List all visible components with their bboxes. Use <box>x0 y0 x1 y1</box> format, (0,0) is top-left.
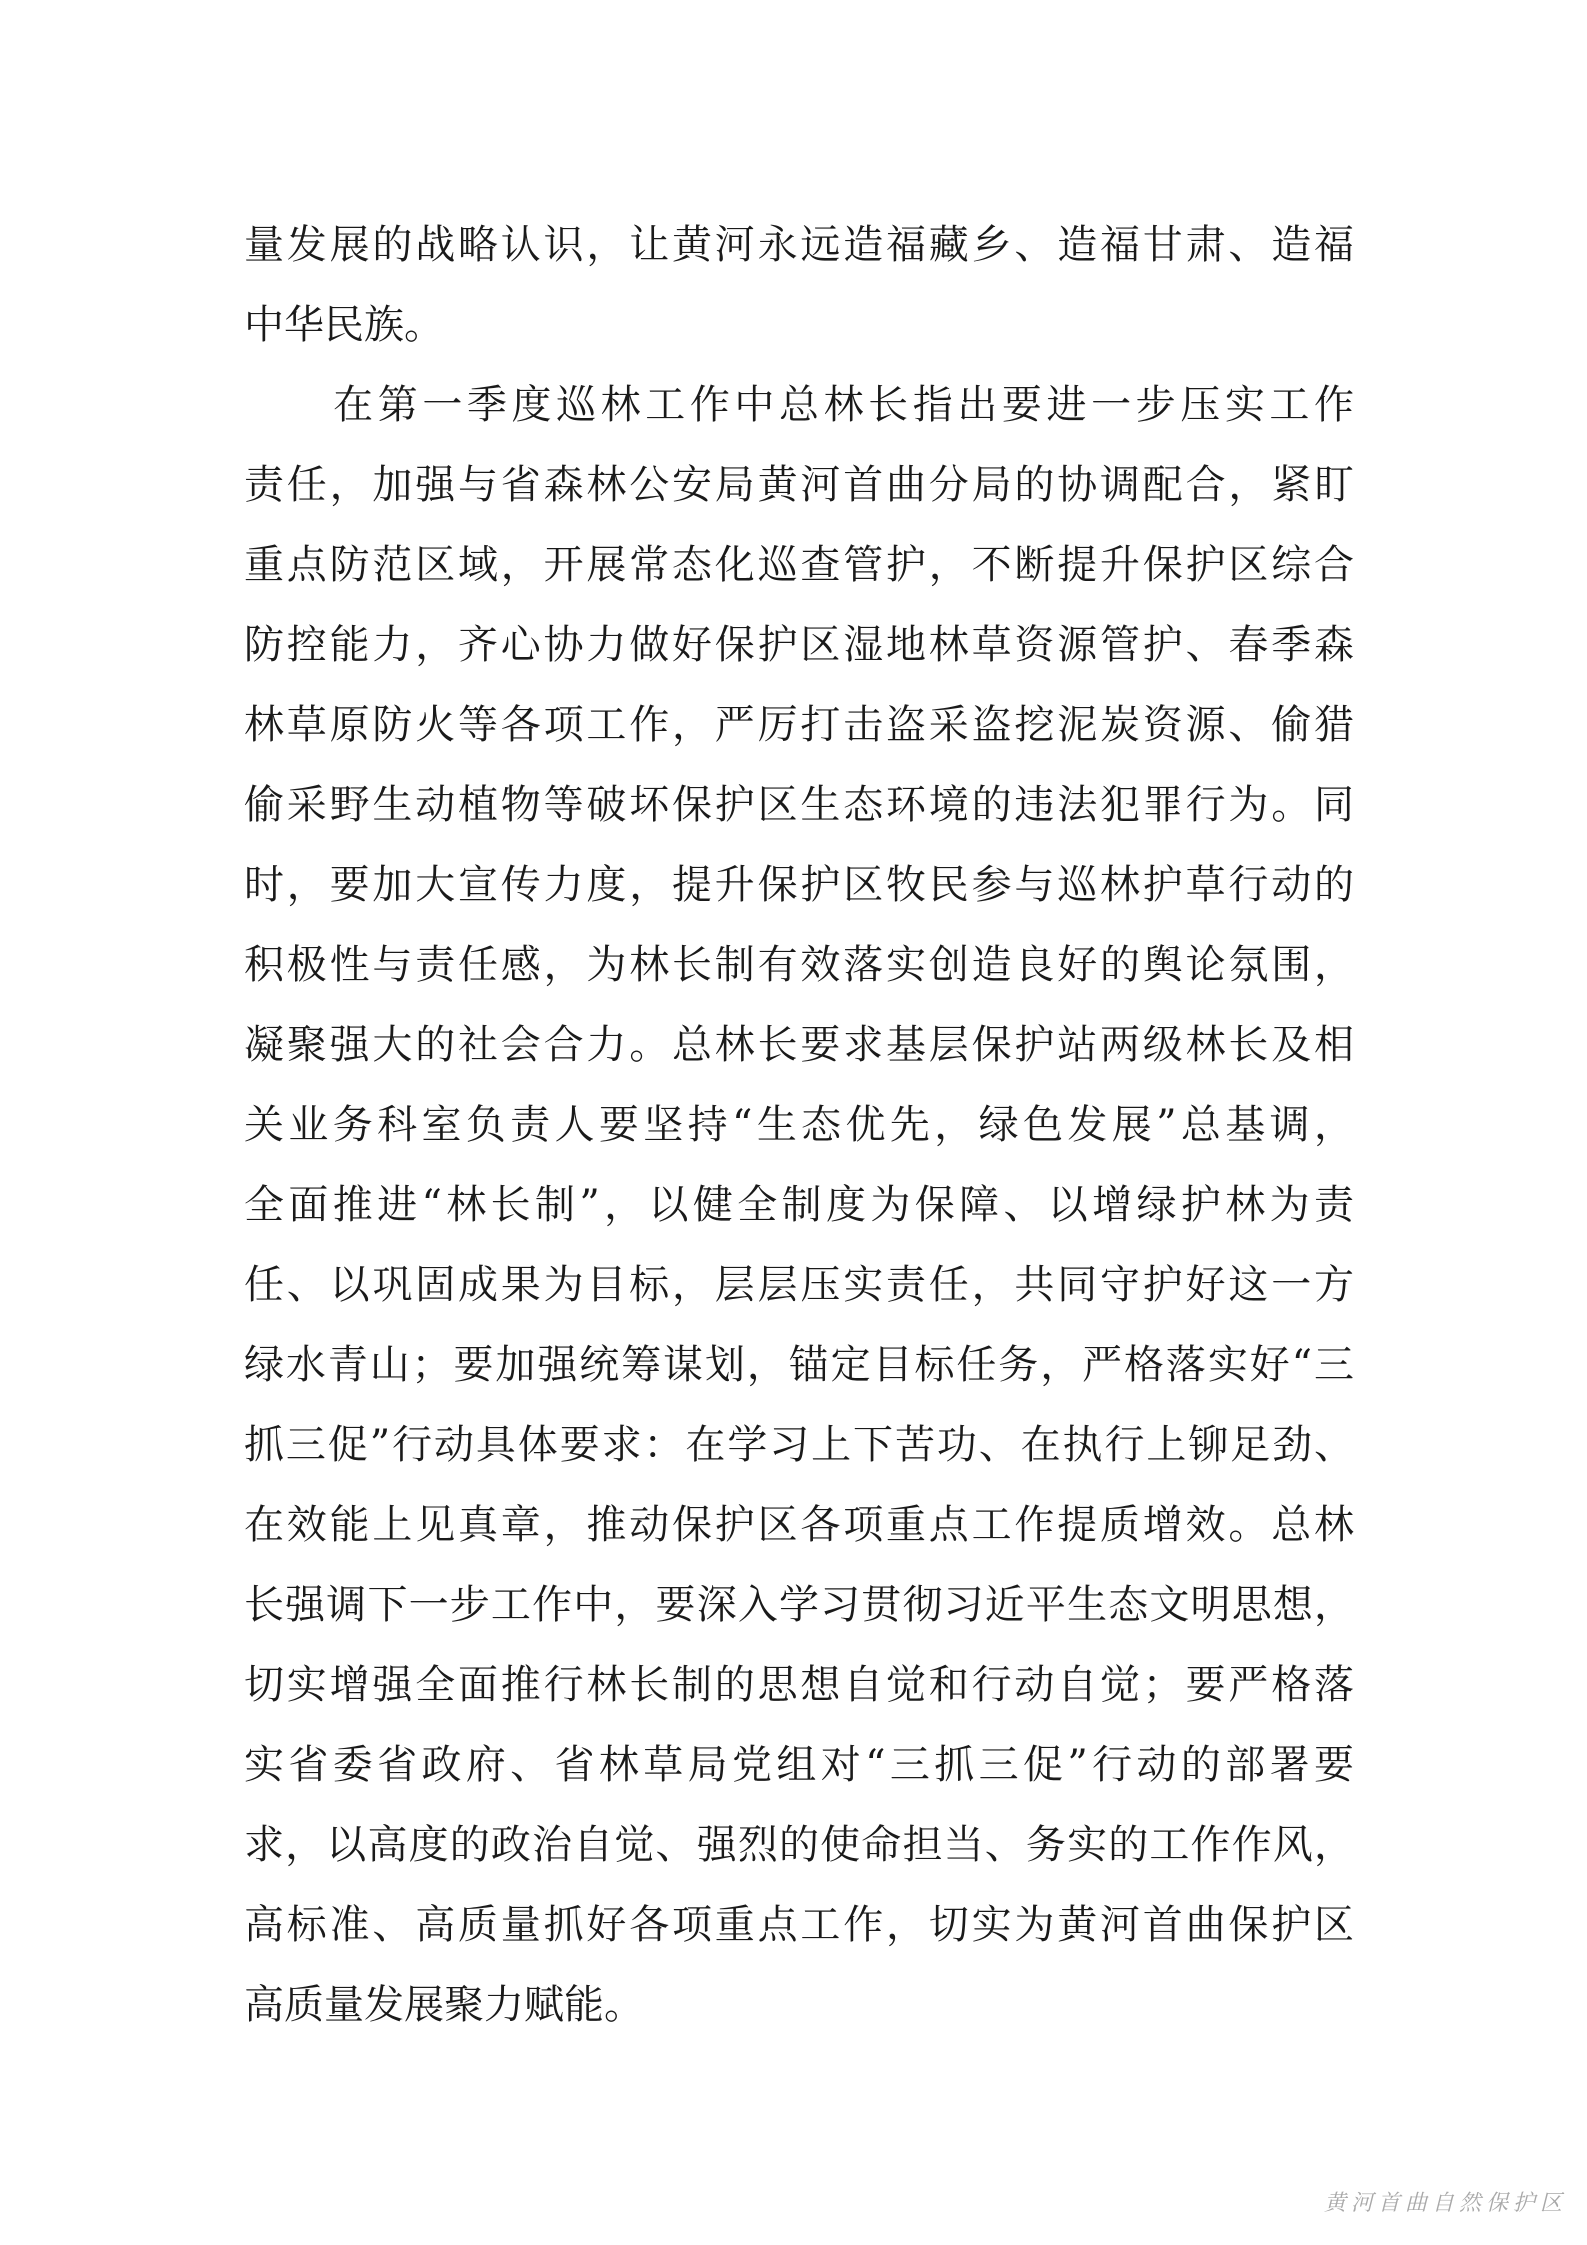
text-line: 凝聚强大的社会合力。总林长要求基层保护站两级林长及相 <box>244 1022 1354 1068</box>
text-line: 中华民族。 <box>244 302 444 348</box>
text-line: 长强调下一步工作中，要深入学习贯彻习近平生态文明思想， <box>244 1582 1354 1628</box>
text-line: 求，以高度的政治自觉、强烈的使命担当、务实的工作作风， <box>244 1822 1354 1868</box>
text-line: 在第一季度巡林工作中总林长指出要进一步压实工作 <box>244 382 1354 428</box>
text-line: 量发展的战略认识，让黄河永远造福藏乡、造福甘肃、造福 <box>244 222 1354 268</box>
text-line: 全面推进“林长制”，以健全制度为保障、以增绿护林为责 <box>244 1182 1354 1228</box>
paragraph <box>244 365 1354 2045</box>
text-line: 绿水青山；要加强统筹谋划，锚定目标任务，严格落实好“三 <box>244 1342 1354 1388</box>
text-line: 高标准、高质量抓好各项重点工作，切实为黄河首曲保护区 <box>244 1902 1354 1948</box>
text-line: 在效能上见真章，推动保护区各项重点工作提质增效。总林 <box>244 1502 1354 1548</box>
text-line: 责任，加强与省森林公安局黄河首曲分局的协调配合，紧盯 <box>244 462 1354 508</box>
watermark: 黄河首曲自然保护区 <box>1323 2191 1567 2216</box>
text-line: 关业务科室负责人要坚持“生态优先，绿色发展”总基调， <box>244 1102 1354 1148</box>
text-line: 重点防范区域，开展常态化巡查管护，不断提升保护区综合 <box>244 542 1354 588</box>
text-line: 积极性与责任感，为林长制有效落实创造良好的舆论氛围， <box>244 942 1354 988</box>
text-line: 时，要加大宣传力度，提升保护区牧民参与巡林护草行动的 <box>244 862 1354 908</box>
paragraph <box>244 205 1354 365</box>
text-line: 抓三促”行动具体要求：在学习上下苦功、在执行上铆足劲、 <box>244 1422 1354 1468</box>
text-line: 切实增强全面推行林长制的思想自觉和行动自觉；要严格落 <box>244 1662 1354 1708</box>
body-text <box>244 205 1354 2045</box>
text-line: 高质量发展聚力赋能。 <box>244 1982 644 2028</box>
text-line: 任、以巩固成果为目标，层层压实责任，共同守护好这一方 <box>244 1262 1354 1308</box>
text-line: 偷采野生动植物等破坏保护区生态环境的违法犯罪行为。同 <box>244 782 1354 828</box>
text-line: 防控能力，齐心协力做好保护区湿地林草资源管护、春季森 <box>244 622 1354 668</box>
text-line: 林草原防火等各项工作，严厉打击盗采盗挖泥炭资源、偷猎 <box>244 702 1354 748</box>
text-line: 实省委省政府、省林草局党组对“三抓三促”行动的部署要 <box>244 1742 1354 1788</box>
